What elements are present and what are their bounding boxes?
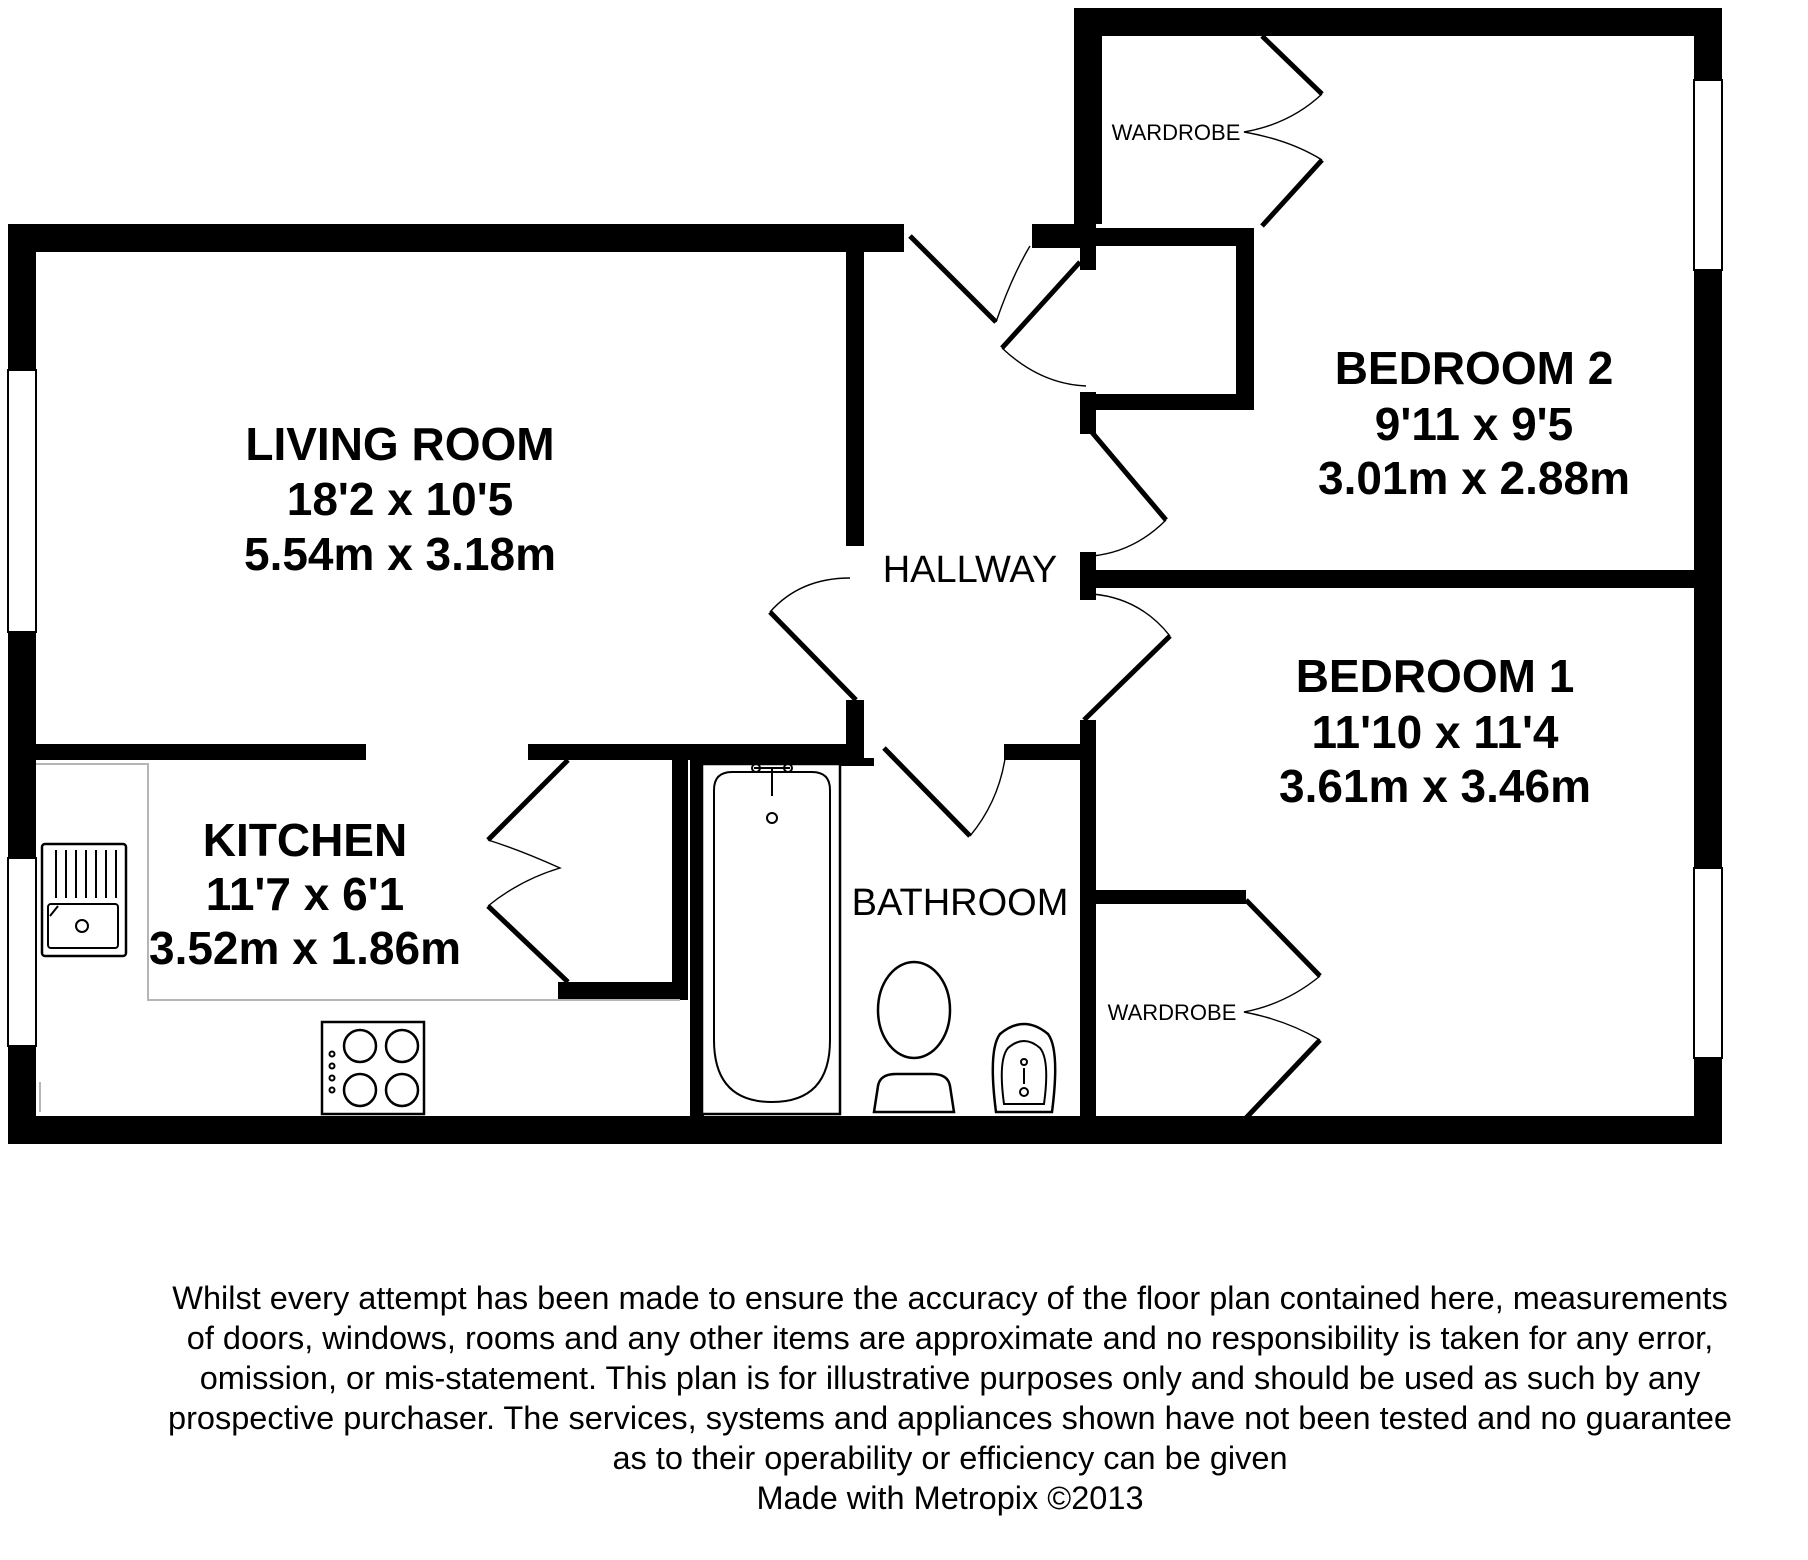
door-wardrobe-bottom-lower (1246, 1040, 1320, 1118)
door-bathroom-leaf (884, 748, 970, 836)
wall-cupboard-bottom (558, 982, 688, 1000)
door-entrance-leaf (910, 236, 996, 322)
kitchen-metric: 3.52m x 1.86m (148, 922, 462, 974)
wardrobe-top-label: WARDROBE (1111, 120, 1241, 145)
door-hall-cupboard-leaf (1002, 262, 1080, 348)
bedroom2-imperial: 9'11 x 9'5 (1374, 398, 1574, 450)
wall-living-kitchen-right (528, 744, 864, 760)
hallway-name: HALLWAY (882, 549, 1058, 591)
toilet-icon (874, 962, 954, 1112)
door-bedroom2-leaf (1090, 430, 1166, 520)
living-room-name: LIVING ROOM (245, 418, 555, 470)
door-wardrobe-top-upper (1262, 36, 1322, 94)
bedroom2-metric: 3.01m x 2.88m (1317, 452, 1631, 504)
kitchen-name: KITCHEN (202, 814, 408, 866)
wall-living-hall-lower (846, 700, 864, 746)
disclaimer-line: prospective purchaser. The services, systems and appliances shown have not been tested and no guarantee (168, 1400, 1732, 1436)
wall-bottom (8, 1116, 1722, 1144)
wardrobe-bottom-label: WARDROBE (1107, 1000, 1237, 1025)
wall-wardrobe-bottom-top (1090, 890, 1246, 904)
living-room-metric: 5.54m x 3.18m (243, 528, 557, 580)
wall-top-bedroom2 (1074, 8, 1722, 36)
disclaimer (90, 1278, 1808, 1518)
bathroom-name: BATHROOM (851, 882, 1069, 924)
door-bedroom1-arc (1092, 594, 1170, 636)
wall-bedroom2-left-top (1074, 8, 1102, 224)
door-wardrobe-bottom-upper (1246, 900, 1320, 976)
bedroom2-name: BEDROOM 2 (1334, 342, 1614, 394)
credit-text: Made with Metropix ©2013 (756, 1480, 1144, 1516)
window-kitchen (8, 858, 36, 1046)
door-bathroom-arc (970, 752, 1006, 836)
disclaimer-line: omission, or mis-statement. This plan is for illustrative purposes only and should be used as such by any (199, 1360, 1701, 1396)
disclaimer-line: Whilst every attempt has been made to ensure the accuracy of the floor plan contained here, measurements (172, 1280, 1728, 1316)
window-bedroom1 (1694, 868, 1722, 1058)
sink-icon (42, 844, 126, 956)
kitchen-imperial: 11'7 x 6'1 (205, 868, 405, 920)
disclaimer-line: of doors, windows, rooms and any other items are approximate and no responsibility is taken for any error, (186, 1320, 1714, 1356)
wall-living-hall-upper (846, 246, 864, 546)
door-wardrobe-top-arc (1244, 94, 1322, 160)
wall-top-living (8, 224, 904, 252)
wall-bedroom2-bedroom1 (1080, 570, 1700, 588)
bedroom1-imperial: 11'10 x 11'4 (1311, 706, 1559, 758)
door-wardrobe-top-lower (1262, 160, 1322, 226)
door-kitchen-cupboard-arc (488, 840, 560, 906)
bedroom1-metric: 3.61m x 3.46m (1278, 760, 1592, 812)
washbasin-icon (993, 1024, 1055, 1112)
door-wardrobe-bottom-arc (1244, 976, 1320, 1040)
door-kitchen-cupboard-lower (488, 906, 568, 982)
window-living-room (8, 370, 36, 632)
door-bedroom2-arc (1092, 520, 1166, 556)
wall-living-kitchen-left (30, 744, 366, 760)
wall-hall-cupboard-bottom (1090, 394, 1254, 410)
door-living-arc (770, 578, 850, 612)
window-bedroom2 (1694, 80, 1722, 270)
door-kitchen-cupboard-upper (488, 760, 568, 840)
bath-icon (702, 764, 840, 1114)
door-hall-cupboard-arc (1002, 348, 1086, 386)
hob-icon (322, 1022, 424, 1114)
bedroom1-name: BEDROOM 1 (1295, 650, 1575, 702)
bathroom-fixtures (702, 764, 1055, 1114)
door-bedroom1-leaf (1084, 636, 1170, 720)
wall-hall-cupboard-right (1236, 228, 1254, 410)
door-living-leaf (770, 612, 856, 700)
door-entrance-arc (996, 246, 1030, 322)
wall-bathroom-bedroom1 (1080, 720, 1096, 1120)
wall-hall-cupboard-top (1090, 228, 1252, 246)
disclaimer-line: as to their operability or efficiency can be given (612, 1440, 1288, 1476)
wall-cupboard-right (672, 760, 688, 1000)
living-room-imperial: 18'2 x 10'5 (286, 473, 514, 525)
